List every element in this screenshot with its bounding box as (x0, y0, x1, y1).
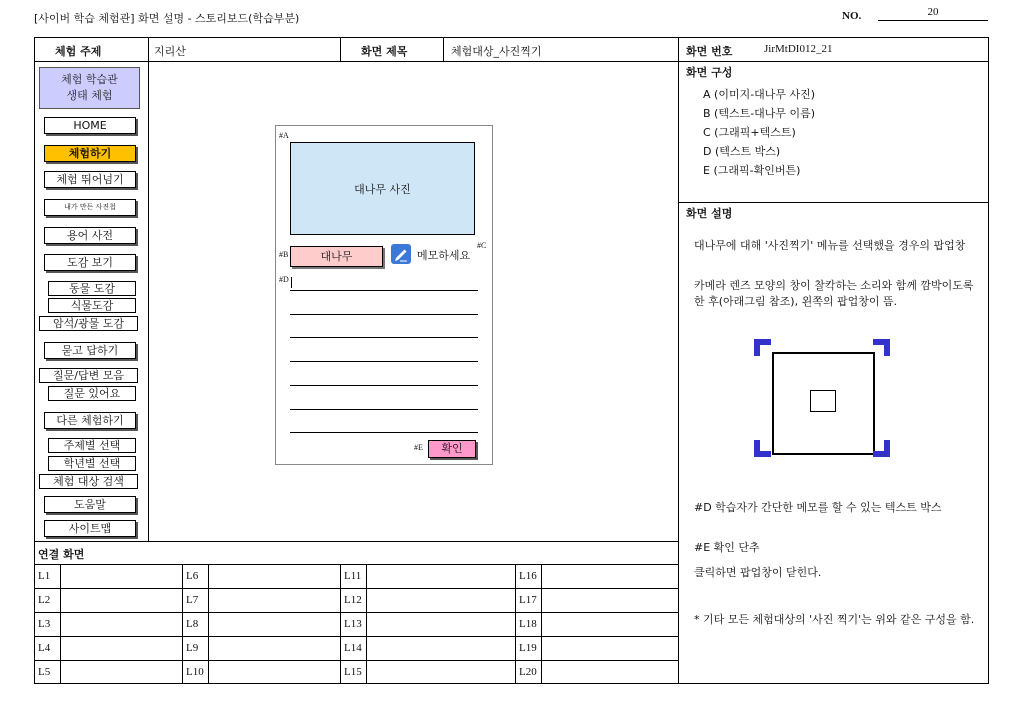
nav-item[interactable]: 체험 뛰어넘기 (44, 171, 136, 188)
divider (60, 660, 61, 684)
nav-item[interactable]: 체험 대상 검색 (39, 474, 138, 489)
tag-c: #C (477, 241, 487, 250)
composition-item: D (텍스트 박스) (703, 145, 781, 158)
divider (34, 564, 678, 565)
description-text-1: 대나무에 대해 '사진찍기' 메뉴를 선택했을 경우의 팝업창 (694, 239, 966, 252)
divider (60, 636, 61, 660)
divider (60, 612, 61, 636)
divider (34, 588, 678, 589)
composition-item: A (이미지-대나무 사진) (703, 88, 816, 101)
nav-item[interactable]: 사이트맵 (44, 520, 136, 537)
nav-item[interactable]: 체험하기 (44, 145, 136, 162)
divider (208, 636, 209, 660)
subject-label: 체험 주제 (55, 45, 102, 58)
ok-button[interactable]: 확인 (428, 440, 476, 458)
page-no-label: NO. (842, 10, 862, 22)
subject-value: 지리산 (154, 45, 186, 58)
divider (34, 636, 678, 637)
divider (366, 588, 367, 612)
link-label: L18 (519, 618, 537, 630)
nav-item[interactable]: 용어 사전 (44, 227, 136, 244)
document-title: [사이버 학습 체험관] 화면 설명 - 스토리보드(학습부분) (34, 12, 300, 25)
link-label: L9 (186, 642, 199, 654)
link-label: L17 (519, 594, 537, 606)
nav-item[interactable]: 학년별 선택 (48, 456, 136, 471)
note-d: #D 학습자가 간단한 메모를 할 수 있는 텍스트 박스 (694, 501, 942, 514)
nav-item[interactable]: 질문/답변 모음 (39, 368, 138, 383)
divider (366, 660, 367, 684)
divider (208, 660, 209, 684)
nav-item[interactable]: 다른 체험하기 (44, 412, 136, 429)
tag-b: #B (279, 250, 289, 259)
composition-item: E (그래픽-확인버튼) (703, 164, 801, 177)
divider (366, 636, 367, 660)
link-label: L7 (186, 594, 199, 606)
screen-no-value: JirMtDI012_21 (764, 43, 833, 55)
composition-title: 화면 구성 (686, 66, 733, 79)
divider (208, 588, 209, 612)
memo-line (290, 337, 478, 338)
nav-item[interactable]: 도감 보기 (44, 254, 136, 271)
divider (515, 564, 516, 684)
description-text-2: 카메라 렌즈 모양의 창이 찰칵하는 소리와 함께 깜박이도록 한 후(아래그림 참조), 왼쪽의 팝업창이 뜸. (694, 279, 974, 308)
link-label: L19 (519, 642, 537, 654)
divider (678, 37, 679, 684)
tag-d: #D (279, 275, 289, 284)
memo-line (290, 314, 478, 315)
link-label: L4 (38, 642, 51, 654)
nav-item[interactable]: HOME (44, 117, 136, 134)
screen-title-label: 화면 제목 (361, 45, 408, 58)
link-label: L20 (519, 666, 537, 678)
text-cursor (291, 277, 293, 288)
link-label: L11 (344, 570, 362, 582)
nav-item[interactable]: 동물 도감 (48, 281, 136, 296)
divider (678, 202, 989, 203)
divider (366, 612, 367, 636)
link-label: L1 (38, 570, 51, 582)
memo-label: 메모하세요 (417, 249, 471, 262)
page-no-value: 20 (878, 6, 988, 21)
composition-item: B (텍스트-대나무 이름) (703, 107, 816, 120)
link-label: L3 (38, 618, 51, 630)
note-e: #E 확인 단추 (694, 541, 760, 554)
divider (34, 660, 678, 661)
divider (60, 588, 61, 612)
nav-item[interactable]: 도움말 (44, 496, 136, 513)
divider (541, 660, 542, 684)
divider (340, 564, 341, 684)
divider (541, 564, 542, 588)
tag-e: #E (414, 443, 423, 452)
divider (541, 636, 542, 660)
memo-line (290, 409, 478, 410)
link-label: L8 (186, 618, 199, 630)
name-label: 대나무 (290, 246, 383, 267)
description-title: 화면 설명 (686, 207, 733, 220)
divider (340, 37, 341, 61)
pencil-icon[interactable] (391, 244, 411, 264)
screen-no-label: 화면 번호 (686, 45, 733, 58)
composition-item: C (그래픽+텍스트) (703, 126, 796, 139)
nav-item[interactable]: 질문 있어요 (48, 386, 136, 401)
nav-item[interactable]: 내가 만든 사진첩 (44, 199, 136, 216)
bamboo-photo: 대나무 사진 (290, 142, 475, 235)
nav-item[interactable]: 식물도감 (48, 298, 136, 313)
link-label: L2 (38, 594, 51, 606)
link-label: L5 (38, 666, 51, 678)
links-title: 연결 화면 (38, 548, 85, 561)
link-label: L15 (344, 666, 362, 678)
divider (182, 564, 183, 684)
tag-a: #A (279, 131, 289, 140)
link-label: L13 (344, 618, 362, 630)
link-label: L12 (344, 594, 362, 606)
divider (34, 612, 678, 613)
divider (443, 37, 444, 61)
divider (208, 564, 209, 588)
lens-center (810, 390, 836, 412)
link-label: L16 (519, 570, 537, 582)
memo-line (290, 432, 478, 433)
note-close: 클릭하면 팝업창이 닫힌다. (694, 566, 822, 579)
link-label: L10 (186, 666, 204, 678)
divider (34, 61, 989, 62)
memo-line (290, 361, 478, 362)
divider (148, 37, 149, 541)
nav-item[interactable]: 묻고 답하기 (44, 342, 136, 359)
divider (208, 612, 209, 636)
note-etc: * 기타 모든 체험대상의 '사진 찍기'는 위와 같은 구성을 함. (694, 613, 975, 626)
nav-header: 체험 학습관 생태 체험 (39, 67, 140, 109)
nav-item[interactable]: 주제별 선택 (48, 438, 136, 453)
nav-item[interactable]: 암석/광물 도감 (39, 316, 138, 331)
memo-line (290, 385, 478, 386)
divider (541, 588, 542, 612)
divider (541, 612, 542, 636)
memo-line (290, 290, 478, 291)
link-label: L14 (344, 642, 362, 654)
divider (60, 564, 61, 588)
divider (34, 541, 678, 542)
link-label: L6 (186, 570, 199, 582)
screen-title-value: 체험대상_사진찍기 (451, 45, 542, 58)
divider (366, 564, 367, 588)
